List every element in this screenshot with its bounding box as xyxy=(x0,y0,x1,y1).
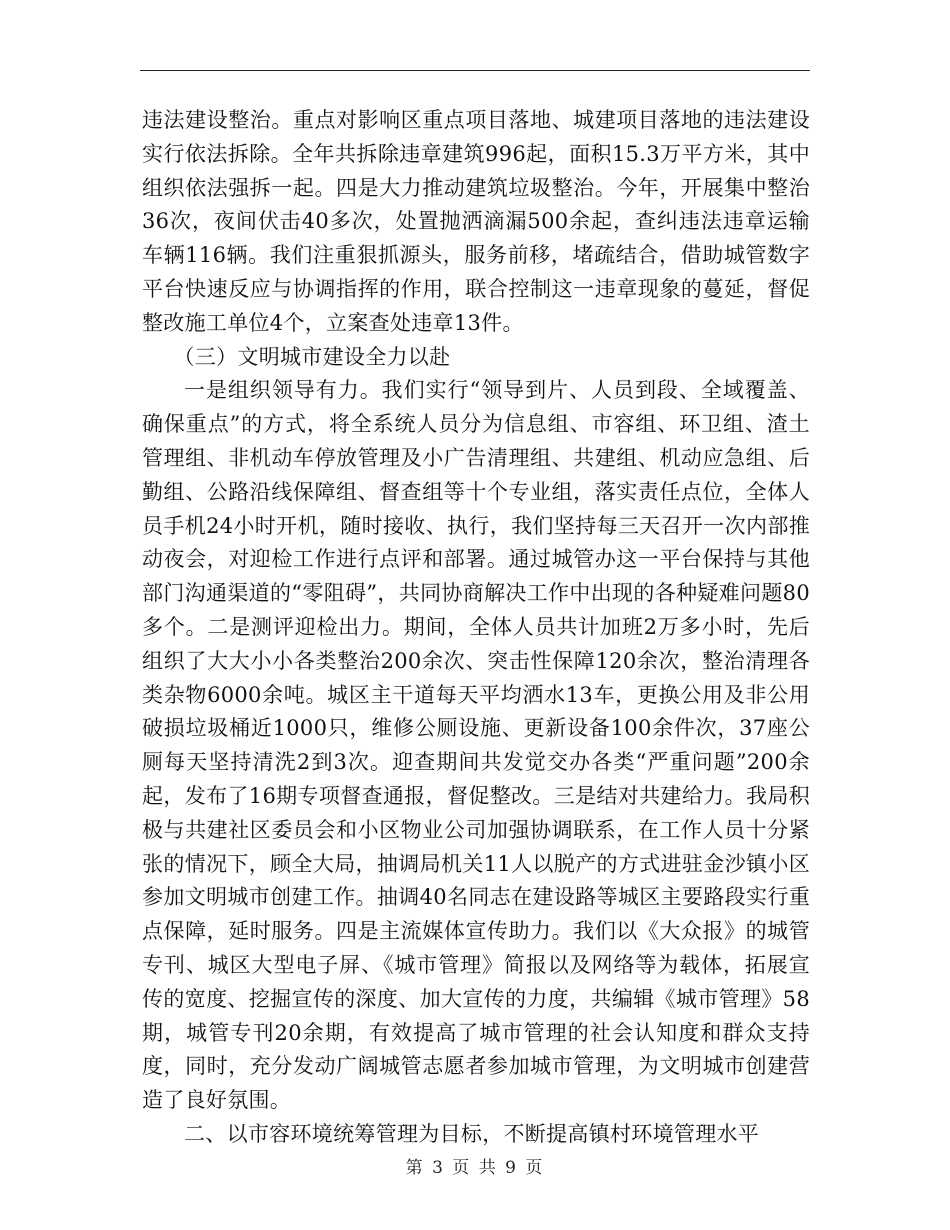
header-rule xyxy=(140,70,810,71)
paragraph-civilized-city: 一是组织领导有力。我们实行“领导到片、人员到段、全域覆盖、确保重点”的方式，将全系统人员分为信息组、市容组、环卫组、渣土管理组、非机动车停放管理及小广告清理组、共建组、机动应急组、后勤组、公路沿线保障组、督查组等十个专业组，落实责任点位，全体人员手机24小时开机，随时接收、执行，我们坚持每三天召开一次内部推动夜会，对迎检工作进行点评和部署。通过城管办这一平台保持与其他部门沟通渠道的“零阻碍”，共同协商解决工作中出现的各种疑难问题80多个。二是测评迎检出力。期间，全体人员共计加班2万多小时，先后组织了大大小小各类整治200余次、突击性保障120余次，整治清理各类杂物6000余吨。城区主干道每天平均洒水13车，更换公用及非公用破损垃圾桶近1000只，维修公厕设施、更新设备100余件次，37座公厕每天坚持清洗2到3次。迎查期间共发觉交办各类“严重问题”200余起，发布了16期专项督查通报，督促整改。三是结对共建给力。我局积极与共建社区委员会和小区物业公司加强协调联系，在工作人员十分紧张的情况下，顾全大局，抽调局机关11人以脱产的方式进驻金沙镇小区参加文明城市创建工作。抽调40名同志在建设路等城区主要路段实行重点保障，延时服务。四是主流媒体宣传助力。我们以《大众报》的城管专刊、城区大型电子屏、《城市管理》简报以及网络等为载体，拓展宣传的宽度、挖掘宣传的深度、加大宣传的力度，共编辑《城市管理》58期，城管专刊20余期，有效提高了城市管理的社会认知度和群众支持度，同时，充分发动广阔城管志愿者参加城市管理，为文明城市创建营造了良好氛围。 xyxy=(142,378,810,1113)
section-heading-environment: 二、以市容环境统筹管理为目标，不断提高镇村环境管理水平 xyxy=(184,1121,760,1146)
page-number-footer: 第 3 页 共 9 页 xyxy=(405,1158,545,1178)
paragraph-illegal-construction: 违法建设整治。重点对影响区重点项目落地、城建项目落地的违法建设实行依法拆除。全年共拆除违章建筑996起，面积15.3万平方米，其中组织依法强拆一起。四是大力推动建筑垃圾整治。今年，开展集中整治36次，夜间伏击40多次，处置抛洒滴漏500余起，查纠违法违章运输车辆116辆。我们注重狠抓源头，服务前移，堵疏结合，借助城管数字平台快速反应与协调指挥的作用，联合控制这一违章现象的蔓延，督促整改施工单位4个，立案查处违章13件。 xyxy=(142,108,810,335)
document-body xyxy=(142,104,810,1152)
section-heading-civilized-city: （三）文明城市建设全力以赴 xyxy=(173,344,451,369)
